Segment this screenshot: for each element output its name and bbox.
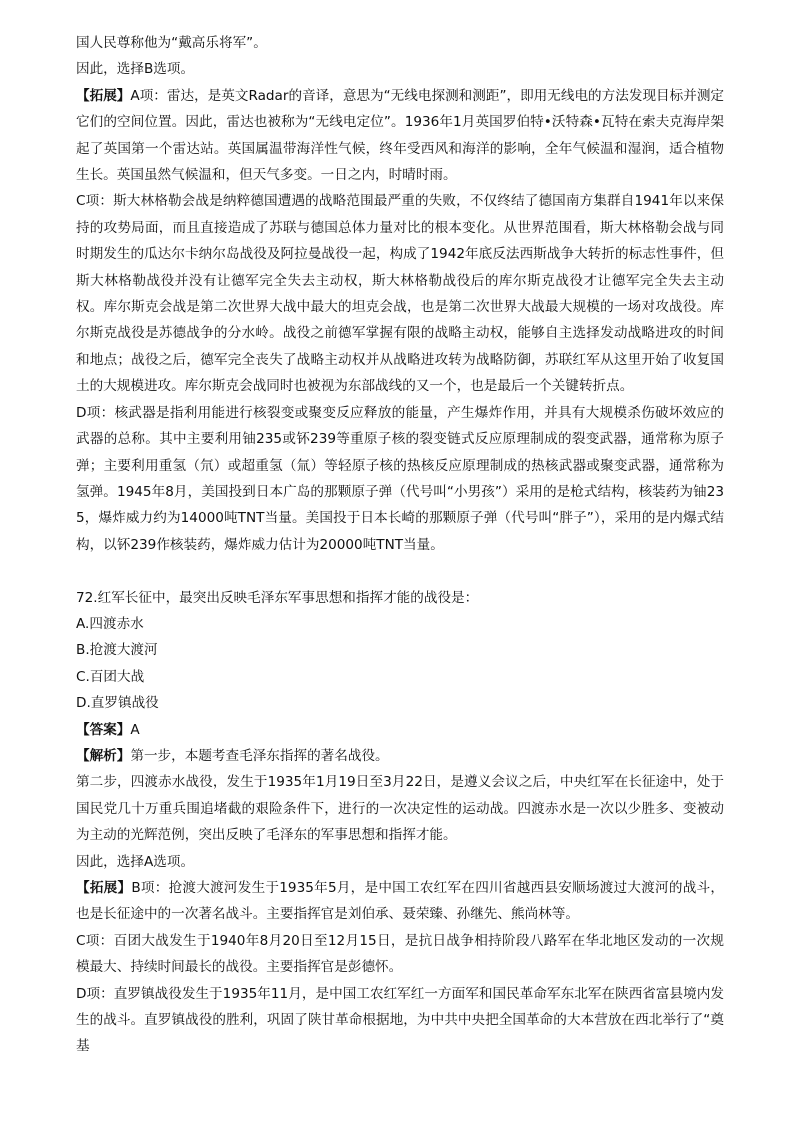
blank-line <box>76 558 724 584</box>
analysis-step-1-text: 第一步，本题考查毛泽东指挥的著名战役。 <box>130 747 389 764</box>
answer-label: 【答案】 <box>76 721 131 738</box>
extension-d: D项：直罗镇战役发生于1935年11月，是中国工农红军红一方面军和国民革命军东北军在陕西省富县境内发生的战斗。直罗镇战役的胜利，巩固了陕甘革命根据地，为中共中央把全国革命的大本营放在西北举行了“奠基 <box>76 985 724 1055</box>
answer-value: A <box>130 721 140 738</box>
extension-a-text: A项：雷达，是英文Radar的音译，意思为“无线电探测和测距”，即用无线电的方法发现目标并测定它们的空间位置。因此，雷达也被称为“无线电定位”。1936年1月英国罗伯特•沃特森•瓦特在索夫克海岸架起了英国第一个雷达站。英国属温带海洋性气候，终年受西风和海洋的影响，全年气候温和湿润，适合植物生长。英国虽然气候温和，但天气多变。一日之内，时晴时雨。 <box>76 87 725 184</box>
option-d: D.直罗镇战役 <box>76 695 159 712</box>
prev-extension-c: C项：斯大林格勒会战是纳粹德国遭遇的战略范围最严重的失败，不仅终结了德国南方集群自1941年以来保持的攻势局面，而且直接造成了苏联与德国总体力量对比的根本变化。从世界范围看，斯大林格勒会战与同时期发生的瓜达尔卡纳尔岛战役及阿拉曼战役一起，构成了1942年底反法西斯战争大转折的标志性事件，但斯大林格勒战役并没有让德军完全失去主动权，斯大林格勒战役后的库尔斯克战役才让德军完全失去主动权。库尔斯克会战是第二次世界大战中最大的坦克会战，也是第二次世界大战最大规模的一场对攻战役。库尔斯克战役是苏德战争的分水岭。战役之前德军掌握有限的战略主动权，能够自主选择发动战略进攻的时间和地点；战役之后，德军完全丧失了战略主动权并从战略进攻转为战略防御，苏联红军从这里开始了收复国土的大规模进攻。库尔斯克会战同时也被视为东部战线的又一个，也是最后一个关键转折点。 <box>76 193 724 395</box>
conclusion: 因此，选择A选项。 <box>76 853 195 870</box>
document-page <box>76 30 724 1060</box>
option-b: B.抢渡大渡河 <box>76 642 158 659</box>
analysis-step-1 <box>76 743 724 769</box>
extension-label: 【拓展】 <box>76 87 131 104</box>
option-a: A.四渡赤水 <box>76 615 144 632</box>
question-72-stem: 72.红军长征中，最突出反映毛泽东军事思想和指挥才能的战役是： <box>76 589 479 606</box>
extension-c: C项：百团大战发生于1940年8月20日至12月15日，是抗日战争相持阶段八路军在华北地区发动的一次规模最大、持续时间最长的战役。主要指挥官是彭德怀。 <box>76 932 724 976</box>
option-c: C.百团大战 <box>76 668 145 685</box>
prev-extension-d: D项：核武器是指利用能进行核裂变或聚变反应释放的能量，产生爆炸作用，并具有大规模杀伤破坏效应的武器的总称。其中主要利用铀235或钚239等重原子核的裂变链式反应原理制成的裂变武器，通常称为原子弹；主要利用重氢（氘）或超重氢（氚）等轻原子核的热核反应原理制成的热核武器或聚变武器，通常称为氢弹。1945年8月，美国投到日本广岛的那颗原子弹（代号叫“小男孩”）采用的是枪式结构，核装药为铀235，爆炸威力约为14000吨TNT当量。美国投于日本长崎的那颗原子弹（代号叫“胖子”），采用的是内爆式结构，以钚239作核装药，爆炸威力估计为20000吨TNT当量。 <box>76 404 724 553</box>
answer-line <box>76 717 724 743</box>
prev-answer-line: 国人民尊称他为“戴高乐将军”。 <box>76 35 267 51</box>
extension-b <box>76 875 724 928</box>
analysis-label: 【解析】 <box>76 747 131 764</box>
prev-conclusion: 因此，选择B选项。 <box>76 61 195 78</box>
prev-extension-a <box>76 83 724 189</box>
extension-b-text: B项：抢渡大渡河发生于1935年5月，是中国工农红军在四川省越西县安顺场渡过大渡河的战斗，也是长征途中的一次著名战斗。主要指挥官是刘伯承、聂荣臻、孙继先、熊尚林等。 <box>76 879 724 923</box>
extension-label: 【拓展】 <box>76 879 132 896</box>
analysis-step-2: 第二步，四渡赤水战役，发生于1935年1月19日至3月22日，是遵义会议之后，中央红军在长征途中，处于国民党几十万重兵围追堵截的艰险条件下，进行的一次决定性的运动战。四渡赤水是一次以少胜多、变被动为主动的光辉范例，突出反映了毛泽东的军事思想和指挥才能。 <box>76 774 724 844</box>
